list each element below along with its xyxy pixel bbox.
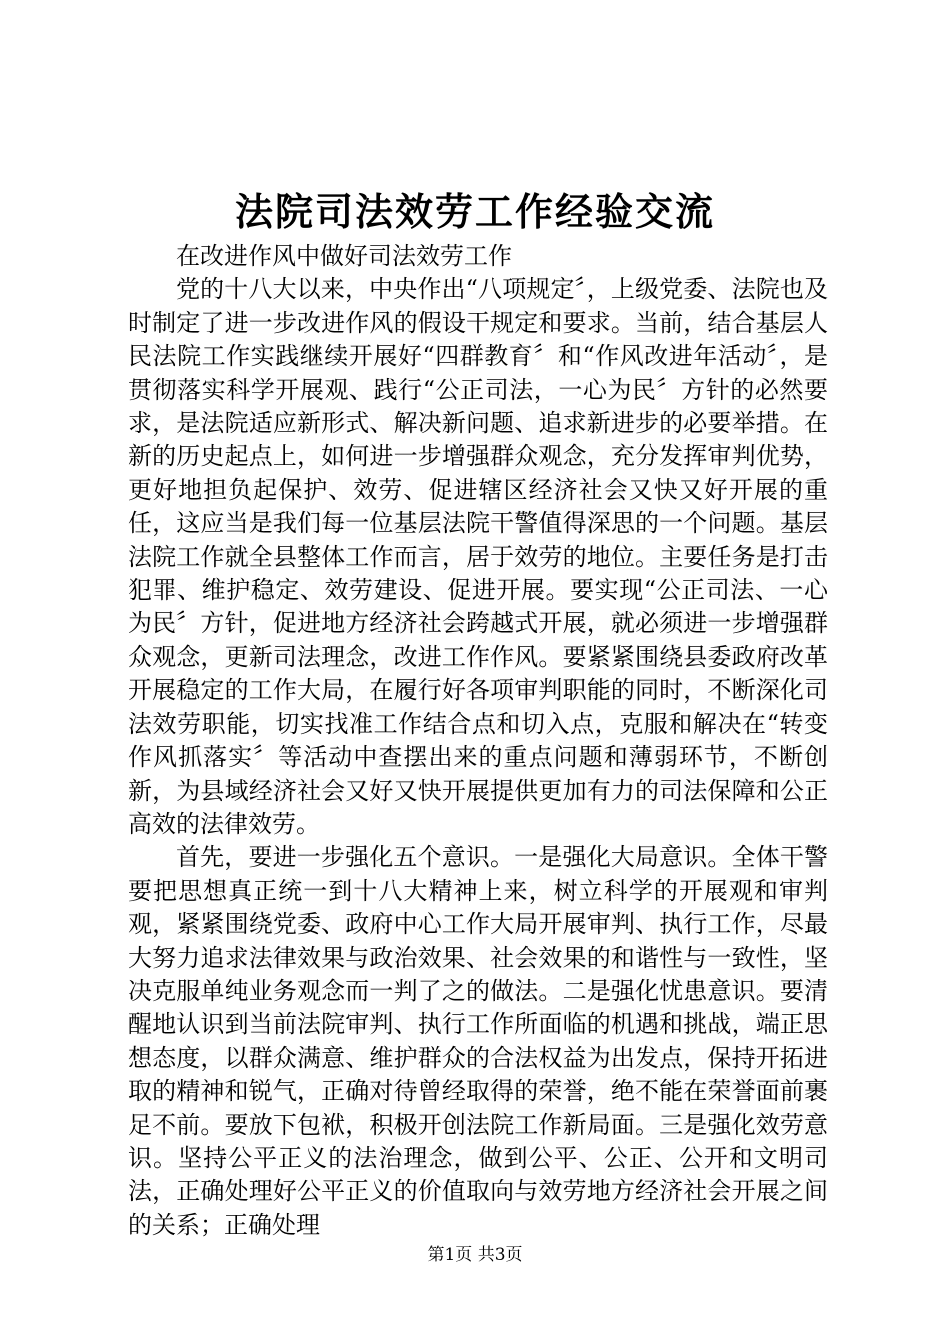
subtitle-paragraph: 在改进作风中做好司法效劳工作 bbox=[176, 242, 512, 270]
document-title: 法院司法效劳工作经验交流 bbox=[234, 189, 715, 234]
document-body bbox=[128, 240, 828, 1242]
page-number-footer: 第1页 共3页 bbox=[427, 1245, 523, 1265]
body-paragraph: 首先，要进一步强化五个意识。一是强化大局意识。全体干警要把思想真正统一到十八大精神上来，树立科学的开展观和审判观，紧紧围绕党委、政府中心工作大局开展审判、执行工作，尽最大努力追求法律效果与政治效果、社会效果的和谐性与一致性，坚决克服单纯业务观念而一判了之的做法。二是强化忧患意识。要清醒地认识到当前法院审判、执行工作所面临的机遇和挑战，端正思想态度，以群众满意、维护群众的合法权益为出发点，保持开拓进取的精神和锐气，正确对待曾经取得的荣誉，绝不能在荣誉面前裹足不前。要放下包袱，积极开创法院工作新局面。三是强化效劳意识。坚持公平正义的法治理念，做到公平、公正、公开和文明司法，正确处理好公平正义的价值取向与效劳地方经济社会开展之间的关系；正确处理 bbox=[128, 843, 828, 1239]
body-paragraph: 党的十八大以来，中央作出“八项规定〞，上级党委、法院也及时制定了进一步改进作风的假设干规定和要求。当前，结合基层人民法院工作实践继续开展好“四群教育〞和“作风改进年活动〞，是贯彻落实科学开展观、践行“公正司法，一心为民〞方针的必然要求，是法院适应新形式、解决新问题、追求新进步的必要举措。在新的历史起点上，如何进一步增强群众观念，充分发挥审判优势，更好地担负起保护、效劳、促进辖区经济社会又快又好开展的重任，这应当是我们每一位基层法院干警值得深思的一个问题。基层法院工作就全县整体工作而言，居于效劳的地位。主要任务是打击犯罪、维护稳定、效劳建设、促进开展。要实现“公正司法、一心为民〞方针，促进地方经济社会跨越式开展，就必须进一步增强群众观念，更新司法理念，改进工作作风。要紧紧围绕县委政府改革开展稳定的工作大局，在履行好各项审判职能的同时，不断深化司法效劳职能，切实找准工作结合点和切入点，克服和解决在“转变作风抓落实〞等活动中查摆出来的重点问题和薄弱环节，不断创新，为县域经济社会又好又快开展提供更加有力的司法保障和公正高效的法律效劳。 bbox=[128, 275, 828, 838]
